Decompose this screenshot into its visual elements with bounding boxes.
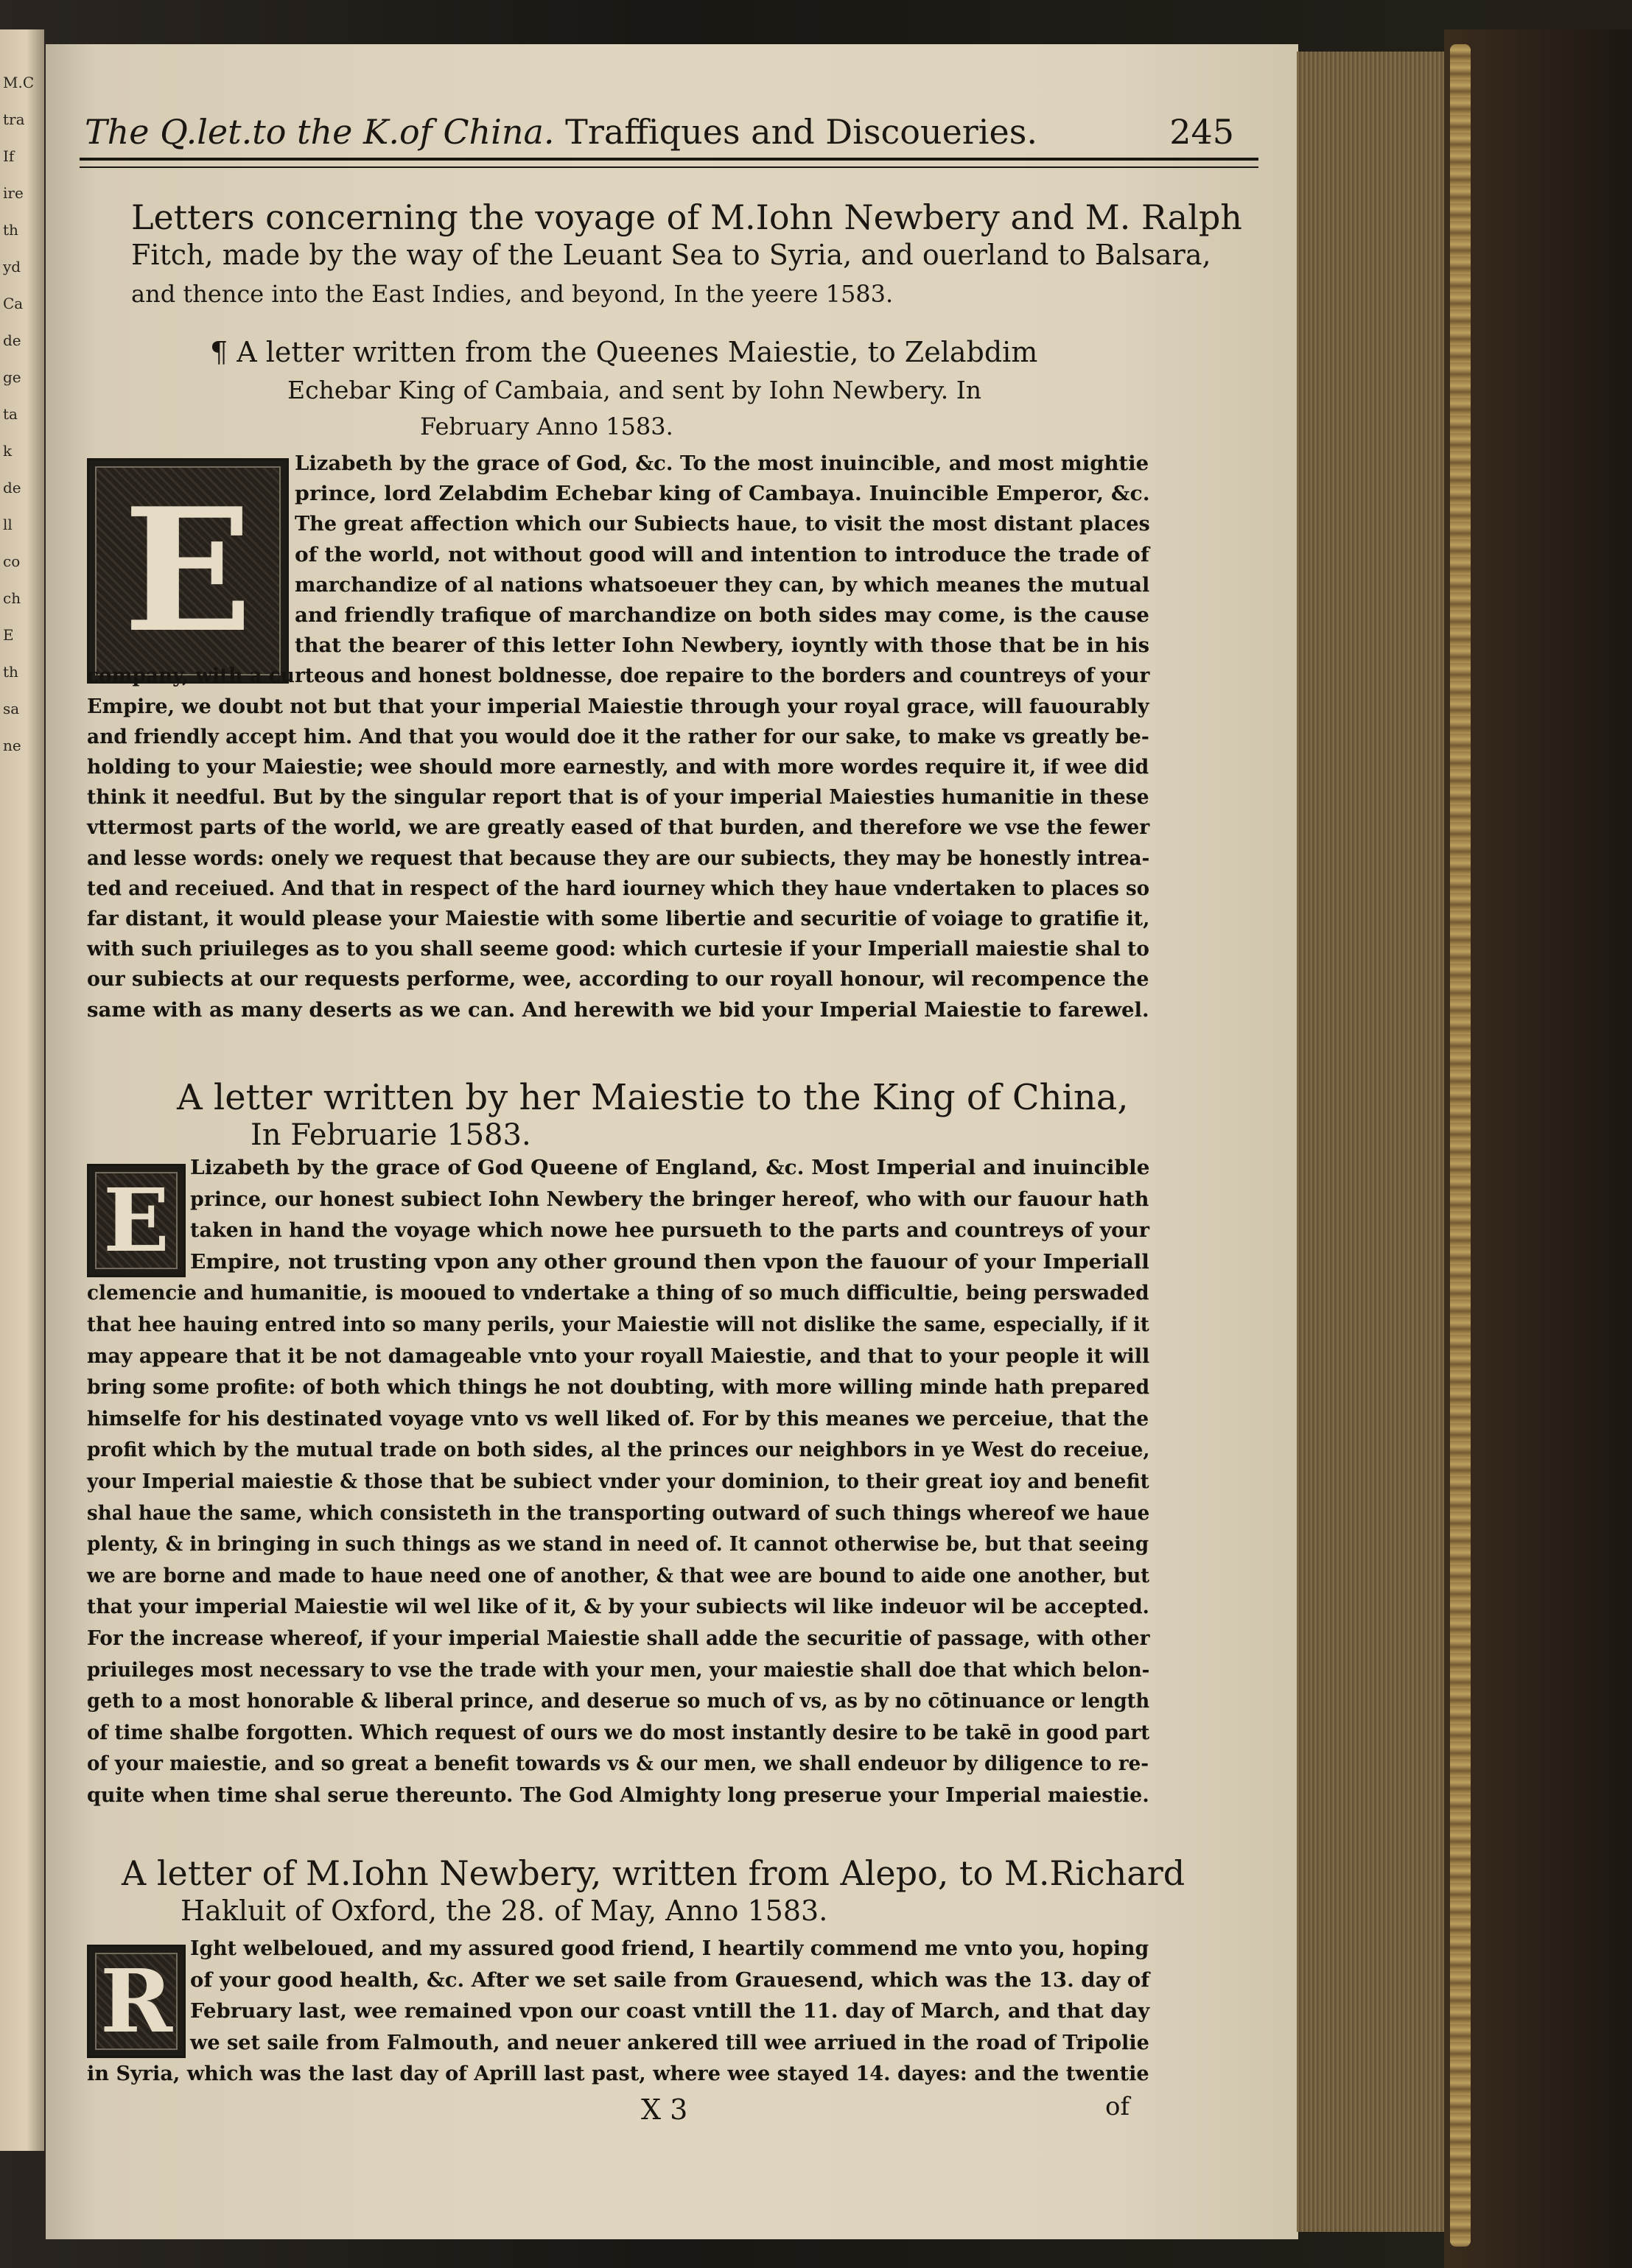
letter2-heading-line-2: In Februarie 1583. xyxy=(251,1118,531,1152)
left-page-text-fragment: ire xyxy=(3,184,24,202)
left-page-text-fragment: ch xyxy=(3,589,21,607)
left-page-text-fragment: k xyxy=(3,442,13,460)
running-header xyxy=(85,112,1249,155)
decorated-initial-E: E xyxy=(87,458,289,684)
body-line: prince, our honest subiect Iohn Newbery the bringer hereof, who with our fauour hath xyxy=(190,1187,1149,1211)
body-line: of time shalbe forgotten. Which request of ours we do most instantly desire to be takē in good part xyxy=(87,1721,1150,1744)
letter2-heading-line-1: A letter written by her Maiestie to the King of China, xyxy=(177,1077,1129,1118)
left-page-text-fragment: ge xyxy=(3,368,21,386)
left-page-edge xyxy=(0,29,44,2151)
letter3-heading-line-1: A letter of M.Iohn Newbery, written from Alepo, to M.Richard xyxy=(122,1853,1186,1893)
gilt-border-ornament xyxy=(1450,44,1471,2247)
body-line: vttermost parts of the world, we are greatly eased of that burden, and therefore we vse the fewer xyxy=(87,816,1150,840)
left-page-text-fragment: ta xyxy=(3,405,18,423)
left-page-text-fragment: de xyxy=(3,331,21,349)
header-rule-thick xyxy=(80,158,1258,161)
letter1-heading-line-2: Echebar King of Cambaia, and sent by Iohn Newbery. In xyxy=(287,376,982,404)
running-title xyxy=(85,112,1037,152)
decorated-initial-R: R xyxy=(87,1945,186,2058)
catchword: of xyxy=(1105,2092,1130,2121)
body-line: prince, lord Zelabdim Echebar king of Cambaya. Inuincible Emperor, &c. xyxy=(295,482,1150,506)
left-page-text-fragment: de xyxy=(3,479,21,496)
body-line: and friendly trafique of marchandize on both sides may come, is the cause xyxy=(295,604,1149,627)
page-number: 245 xyxy=(1169,112,1234,152)
letter1-heading-line-3: February Anno 1583. xyxy=(420,412,673,440)
decorated-initial-E-2: E xyxy=(87,1164,186,1277)
body-line: and friendly accept him. And that you would doe it the rather for our sake, to make vs greatly be- xyxy=(87,725,1149,748)
left-page-text-fragment: yd xyxy=(3,258,21,275)
body-line: Lizabeth by the grace of God Queene of England, &c. Most Imperial and inuincible xyxy=(190,1156,1150,1179)
body-line: bring some profite: of both which things he not doubting, with more willing minde hath prepared xyxy=(87,1376,1150,1400)
body-line: Ight welbeloued, and my assured good friend, I heartily commend me vnto you, hoping xyxy=(190,1937,1149,1960)
running-title-roman: Traffiques and Discoueries. xyxy=(565,112,1037,152)
body-line: and lesse words: onely we request that because they are our subiects, they may be honestly intrea- xyxy=(87,846,1150,870)
body-line: with such priuileges as to you shall seeme good: which curtesie if your Imperiall maiestie shal to xyxy=(87,938,1149,961)
body-line: of your maiestie, and so great a benefit towards vs & our men, we shall endeuor by diligence to re- xyxy=(87,1752,1149,1776)
body-line: Lizabeth by the grace of God, &c. To the most inuincible, and most mightie xyxy=(295,452,1149,475)
body-line: that hee hauing entred into so many perils, your Maiestie will not dislike the same, especially, if it xyxy=(87,1313,1149,1336)
letter3-heading-line-2: Hakluit of Oxford, the 28. of May, Anno 1583. xyxy=(181,1895,828,1927)
left-page-text-fragment: th xyxy=(3,221,18,239)
body-line: may appeare that it be not damageable vnto your royall Maiestie, and that to your people it will xyxy=(87,1344,1150,1368)
body-line: For the increase whereof, if your imperial Maiestie shall adde the securitie of passage, with other xyxy=(87,1627,1150,1650)
left-page-text-fragment: E xyxy=(3,626,14,644)
body-line: that the bearer of this letter Iohn Newbery, ioyntly with those that be in his xyxy=(295,634,1150,658)
body-line: we are borne and made to haue need one of another, & that wee are bound to aide one another, but xyxy=(87,1564,1150,1587)
section-title-line-1: Letters concerning the voyage of M.Iohn Newbery and M. Ralph xyxy=(131,197,1242,237)
body-line: geth to a most honorable & liberal prince, and deserue so much of vs, as by no cōtinuance or length xyxy=(87,1690,1150,1713)
body-line: profit which by the mutual trade on both sides, al the princes our neighbors in ye West do receiue, xyxy=(87,1439,1150,1462)
section-title-line-2: Fitch, made by the way of the Leuant Sea to Syria, and ouerland to Balsara, xyxy=(131,239,1211,271)
body-line: of your good health, &c. After we set saile from Grauesend, which was the 13. day of xyxy=(190,1968,1150,1992)
body-line: far distant, it would please your Maiestie with some libertie and securitie of voiage to gratifie it, xyxy=(87,907,1150,930)
body-line: priuileges most necessary to vse the trade with your men, your maiestie shall doe that which belon- xyxy=(87,1658,1150,1682)
book-cover xyxy=(1444,29,1632,2268)
body-line: that your imperial Maiestie wil wel like of it, & by your subiects wil like indeuor wil be accepted. xyxy=(87,1595,1149,1619)
body-line: ted and receiued. And that in respect of the hard iourney which they haue vndertaken to places so xyxy=(87,877,1150,900)
left-page-text-fragment: ne xyxy=(3,737,21,754)
body-line: holding to your Maiestie; wee should more earnestly, and with more wordes require it, if wee did xyxy=(87,756,1149,779)
body-line: marchandize of al nations whatsoeuer they can, by which meanes the mutual xyxy=(295,573,1150,597)
body-line: clemencie and humanitie, is mooued to vndertake a thing of so much difficultie, being perswaded xyxy=(87,1282,1149,1305)
letter1-heading-line-1: ¶ A letter written from the Queenes Maiestie, to Zelabdim xyxy=(210,336,1038,368)
body-line: our subiects at our requests performe, wee, according to our royall honour, wil recompence the xyxy=(87,968,1149,991)
body-line: taken in hand the voyage which nowe hee pursueth to the parts and countreys of your xyxy=(190,1219,1149,1243)
body-line: same with as many deserts as we can. And herewith we bid your Imperial Maiestie to farewel. xyxy=(87,998,1149,1022)
left-page-text-fragment: Ca xyxy=(3,295,24,312)
body-line: quite when time shal serue thereunto. The God Almighty long preserue your Imperial maiestie. xyxy=(87,1784,1149,1807)
body-line: think it needful. But by the singular report that is of your imperial Maiesties humanitie in these xyxy=(87,786,1149,810)
left-page-text-fragment: tra xyxy=(3,110,25,128)
body-line: plenty, & in bringing in such things as we stand in need of. It cannot otherwise be, but that seeing xyxy=(87,1533,1149,1556)
running-title-italic: The Q.let.to the K.of China. xyxy=(85,112,555,152)
body-line: Empire, not trusting vpon any other ground then vpon the fauour of your Imperiall xyxy=(190,1250,1149,1274)
body-line: we set saile from Falmouth, and neuer ankered till wee arriued in the road of Tripolie xyxy=(190,2031,1149,2054)
body-line: The great affection which our Subiects haue, to visit the most distant places xyxy=(295,513,1150,536)
page-edges xyxy=(1297,52,1444,2232)
left-page-text-fragment: If xyxy=(3,147,15,165)
left-page-text-fragment: th xyxy=(3,663,18,681)
body-line: your Imperial maiestie & those that be subiect vnder your dominion, to their great ioy and benefit xyxy=(87,1470,1149,1493)
body-line: shal haue the same, which consisteth in the transporting outward of such things whereof we haue xyxy=(87,1501,1150,1525)
body-line: himselfe for his destinated voyage vnto vs well liked of. For by this meanes we perceiue, that the xyxy=(87,1407,1149,1430)
signature-mark: X 3 xyxy=(641,2093,688,2126)
left-page-text-fragment: sa xyxy=(3,700,20,717)
left-page-text-fragment: M.C xyxy=(3,74,35,91)
body-line: February last, wee remained vpon our coast vntill the 11. day of March, and that day xyxy=(190,2000,1150,2023)
header-rule-thin xyxy=(80,166,1258,168)
body-line: Empire, we doubt not but that your imperial Maiestie through your royal grace, will fauourably xyxy=(87,695,1149,718)
left-page-text-fragment: co xyxy=(3,552,21,570)
left-page-text-fragment: ll xyxy=(3,516,13,533)
body-line: of the world, not without good will and intention to introduce the trade of xyxy=(295,543,1149,566)
body-line: in Syria, which was the last day of Aprill last past, where wee stayed 14. dayes: and the twentie xyxy=(87,2062,1149,2085)
body-line: company, with a curteous and honest boldnesse, doe repaire to the borders and countreys of your xyxy=(87,664,1150,688)
section-title-line-3: and thence into the East Indies, and beyond, In the yeere 1583. xyxy=(131,280,894,308)
